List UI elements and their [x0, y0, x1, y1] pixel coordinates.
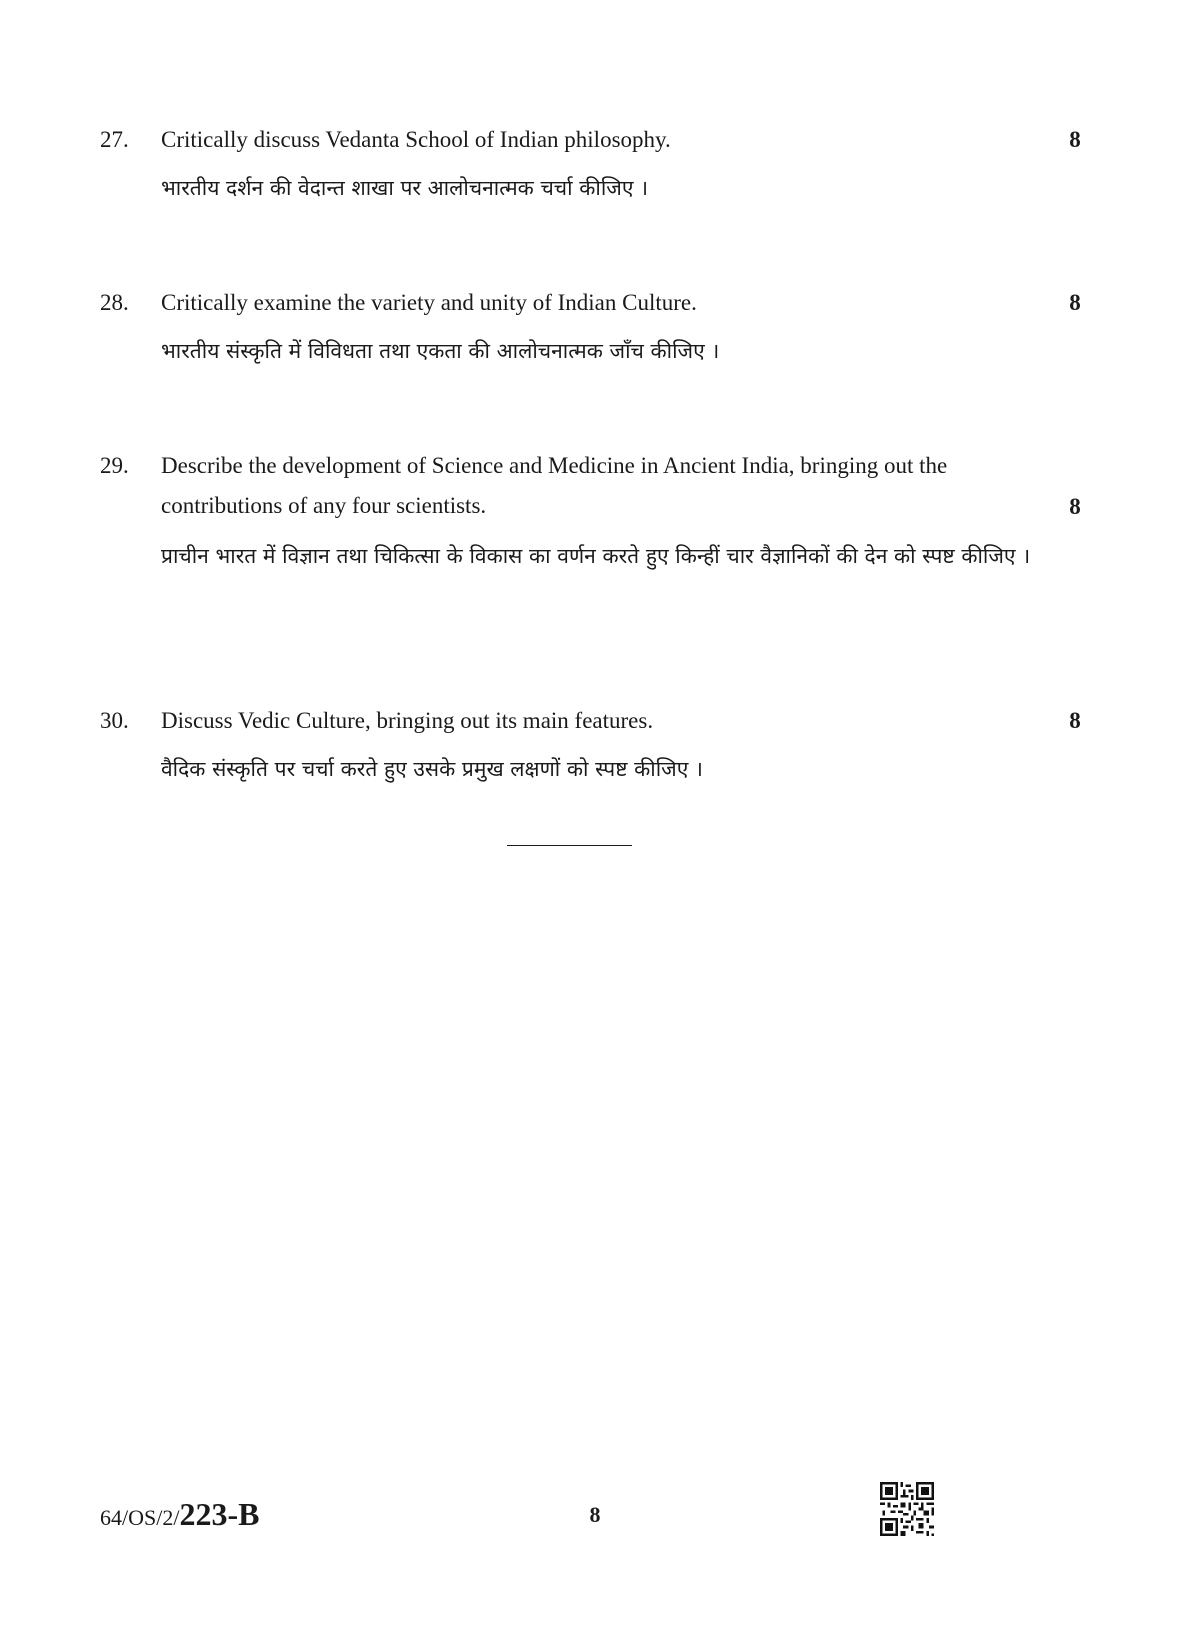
end-of-paper-rule — [507, 845, 632, 846]
question-number: 28. — [100, 290, 129, 315]
question-text-english: Discuss Vedic Culture, bringing out its main features. — [161, 708, 654, 733]
paper-code-prefix: 64/OS/2/ — [100, 1505, 180, 1530]
question-number: 27. — [100, 127, 129, 152]
question-number: 29. — [100, 453, 129, 478]
paper-code — [100, 1495, 259, 1537]
qr-code-icon — [880, 1482, 934, 1536]
question-marks: 8 — [1069, 127, 1081, 152]
page-number: 8 — [589, 1502, 601, 1527]
question-text-english: Describe the development of Science and Medicine in Ancient India, bringing out the contributions of any four scientists. — [161, 453, 948, 518]
question-text-hindi: प्राचीन भारत में विज्ञान तथा चिकित्सा के विकास का वर्णन करते हुए किन्हीं चार वैज्ञानिकों की देन को स्पष्ट कीजिए । — [161, 544, 1031, 568]
question-text-hindi: वैदिक संस्कृति पर चर्चा करते हुए उसके प्रमुख लक्षणों को स्पष्ट कीजिए । — [161, 757, 703, 781]
question-text-hindi: भारतीय दर्शन की वेदान्त शाखा पर आलोचनात्मक चर्चा कीजिए । — [161, 176, 649, 200]
question-marks: 8 — [1069, 708, 1081, 733]
question-text-hindi: भारतीय संस्कृति में विविधता तथा एकता की आलोचनात्मक जाँच कीजिए । — [161, 339, 720, 363]
paper-code-bold: 223-B — [179, 1496, 260, 1532]
question-marks: 8 — [1069, 494, 1081, 519]
question-text-english: Critically examine the variety and unity of Indian Culture. — [161, 290, 697, 315]
question-text-english: Critically discuss Vedanta School of Indian philosophy. — [161, 127, 671, 152]
question-marks: 8 — [1069, 290, 1081, 315]
question-number: 30. — [100, 708, 129, 733]
